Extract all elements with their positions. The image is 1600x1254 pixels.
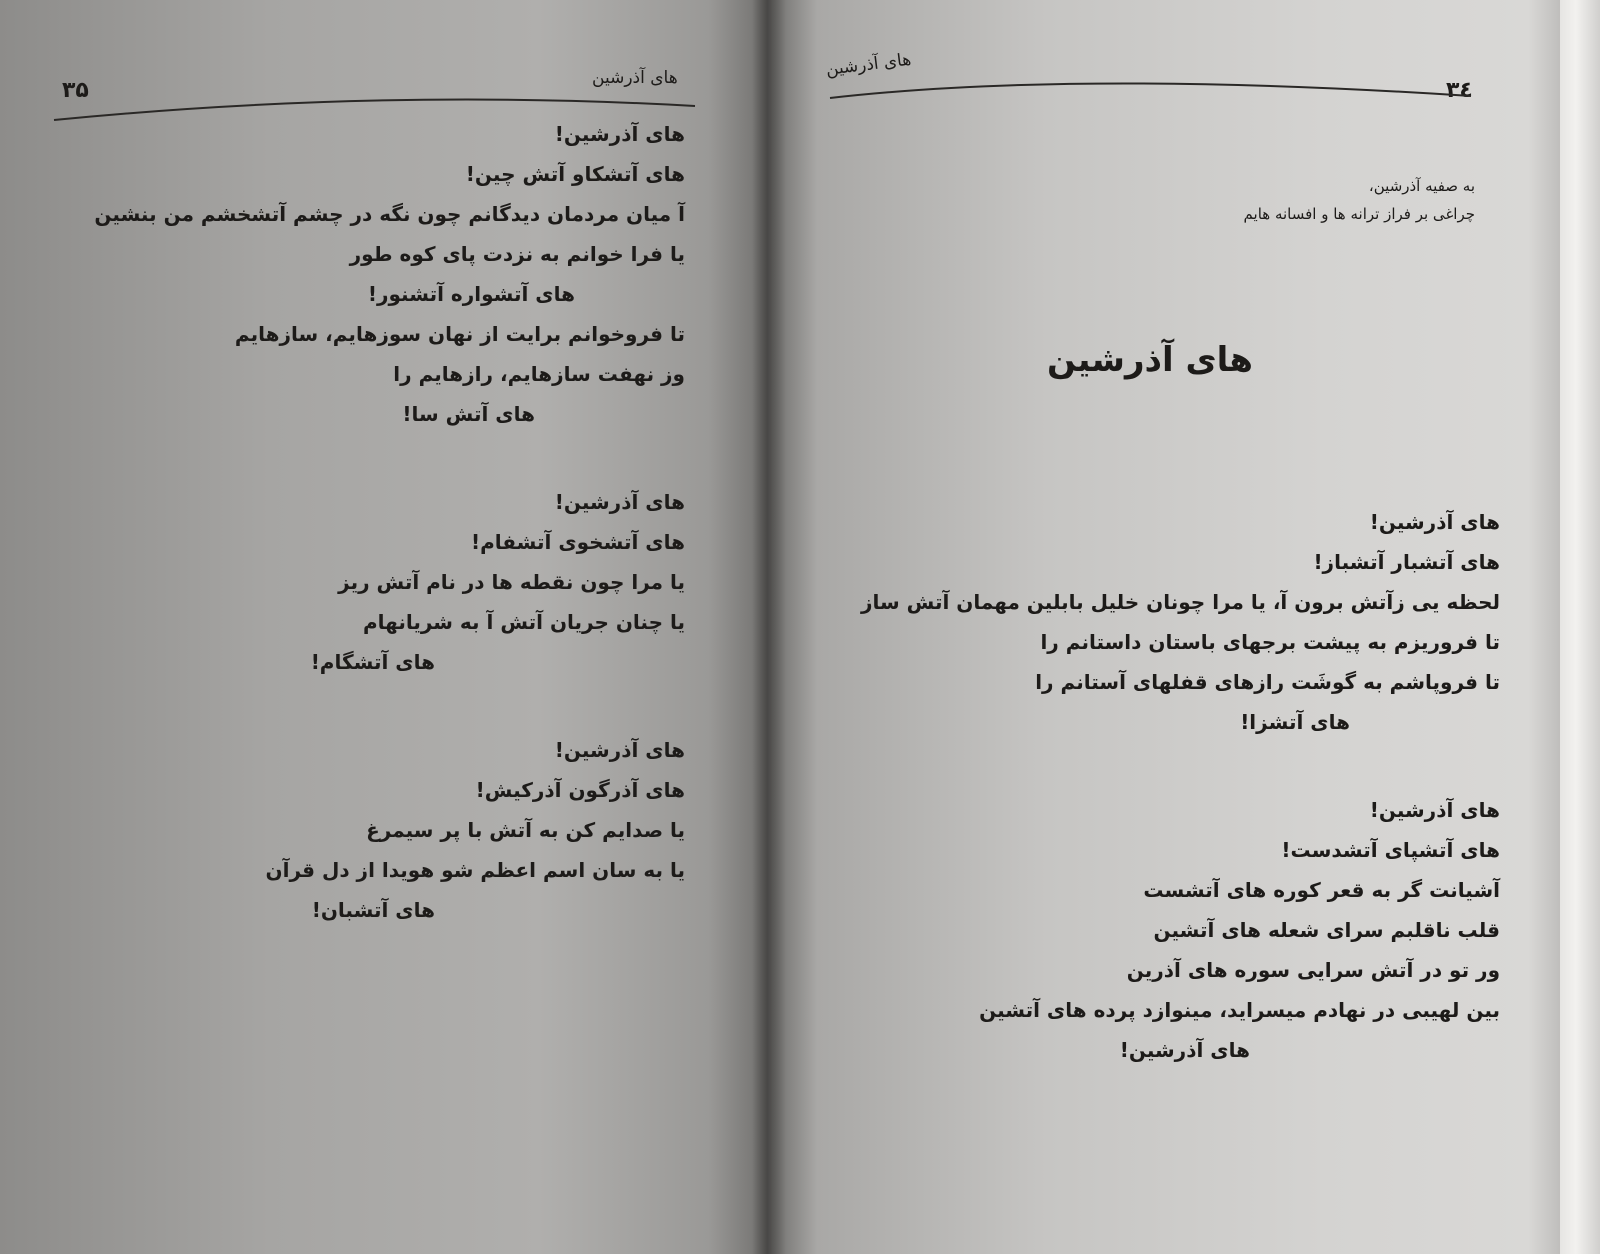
poem-line: های آتشواره آتشنور! [367, 282, 575, 306]
poem-line: آشیانت گر به قعر کوره های آتشست [1143, 878, 1500, 902]
book-gutter [752, 0, 786, 1254]
poem-line: قلب ناقلبم سرای شعله های آتشین [1153, 918, 1500, 942]
page-number: ۳٤ [1446, 78, 1473, 103]
left-poem-body [94, 114, 685, 930]
poem-line: های آذرشین! [554, 122, 685, 146]
page-edge [1560, 0, 1600, 1254]
poem-line: های آتشخوی آتشفام! [470, 530, 685, 554]
poem-line: بین لهیبی در نهادم میسراید، مینوازد پرده های آتشین [979, 998, 1500, 1022]
running-head: های آذرشین [824, 49, 913, 80]
dedication-line: به صفیه آذرشین، [1368, 177, 1475, 195]
poem-line: های آتشبار آتشباز! [1313, 550, 1500, 574]
poem-line: های آتشبان! [311, 898, 435, 922]
right-poem-body [861, 502, 1500, 1070]
poem-line: تا فروخوانم برایت از نهان سوزهایم، سازهایم [234, 322, 685, 346]
poem-line: های آذرشین! [554, 490, 685, 514]
page-number: ۳۵ [62, 78, 89, 103]
poem-line: های آذرگون آذرکیش! [475, 778, 685, 802]
poem-line: های آذرشین! [554, 738, 685, 762]
poem-line: های آذرشین! [1369, 798, 1500, 822]
poem-line: یا چنان جریان آتش آ به شریانهام [362, 610, 685, 634]
poem-title: های آذرشین [1047, 340, 1253, 380]
poem-line: یا صدایم کن به آتش با پر سیمرغ [366, 818, 685, 842]
poem-line: وز نهفت سازهایم، رازهایم را [393, 362, 685, 386]
poem-line: های آذرشین! [1369, 510, 1500, 534]
left-page [0, 0, 770, 1254]
poem-line: های آتشگام! [310, 650, 435, 674]
poem-line: یا فرا خوانم به نزدت پای کوه طور [349, 242, 685, 266]
poem-line: های آتشکاو آتش چین! [465, 162, 685, 186]
poem-line: تا فروپاشم به گوشَت رازهای قفلهای آستانم را [1035, 670, 1500, 694]
header-rule [826, 68, 1476, 108]
poem-line: یا مرا چون نقطه ها در نام آتش ریز [338, 570, 685, 594]
dedication [1205, 172, 1475, 228]
poem-line: های آتشزا! [1240, 710, 1350, 734]
poem-line: های آتش سا! [402, 402, 535, 426]
poem-line: های آذرشین! [1119, 1038, 1250, 1062]
dedication-line: چراغی بر فراز ترانه ها و افسانه هایم [1243, 205, 1475, 223]
poem-line: یا به سان اسم اعظم شو هویدا از دل قرآن [265, 858, 685, 882]
poem-line: ور تو در آتش سرایی سوره های آذرین [1126, 958, 1500, 982]
poem-line: تا فروریزم به پیشت برجهای باستان داستانم را [1040, 630, 1500, 654]
poem-line: لحظه یی زآتش برون آ، یا مرا چونان خلیل بابلین مهمان آتش ساز [861, 590, 1500, 614]
poem-line: آ میان مردمان دیدگانم چون نگه در چشم آتشخشم من بنشین [94, 202, 685, 226]
running-head: های آذرشین [592, 68, 678, 88]
poem-line: های آتشپای آتشدست! [1281, 838, 1500, 862]
